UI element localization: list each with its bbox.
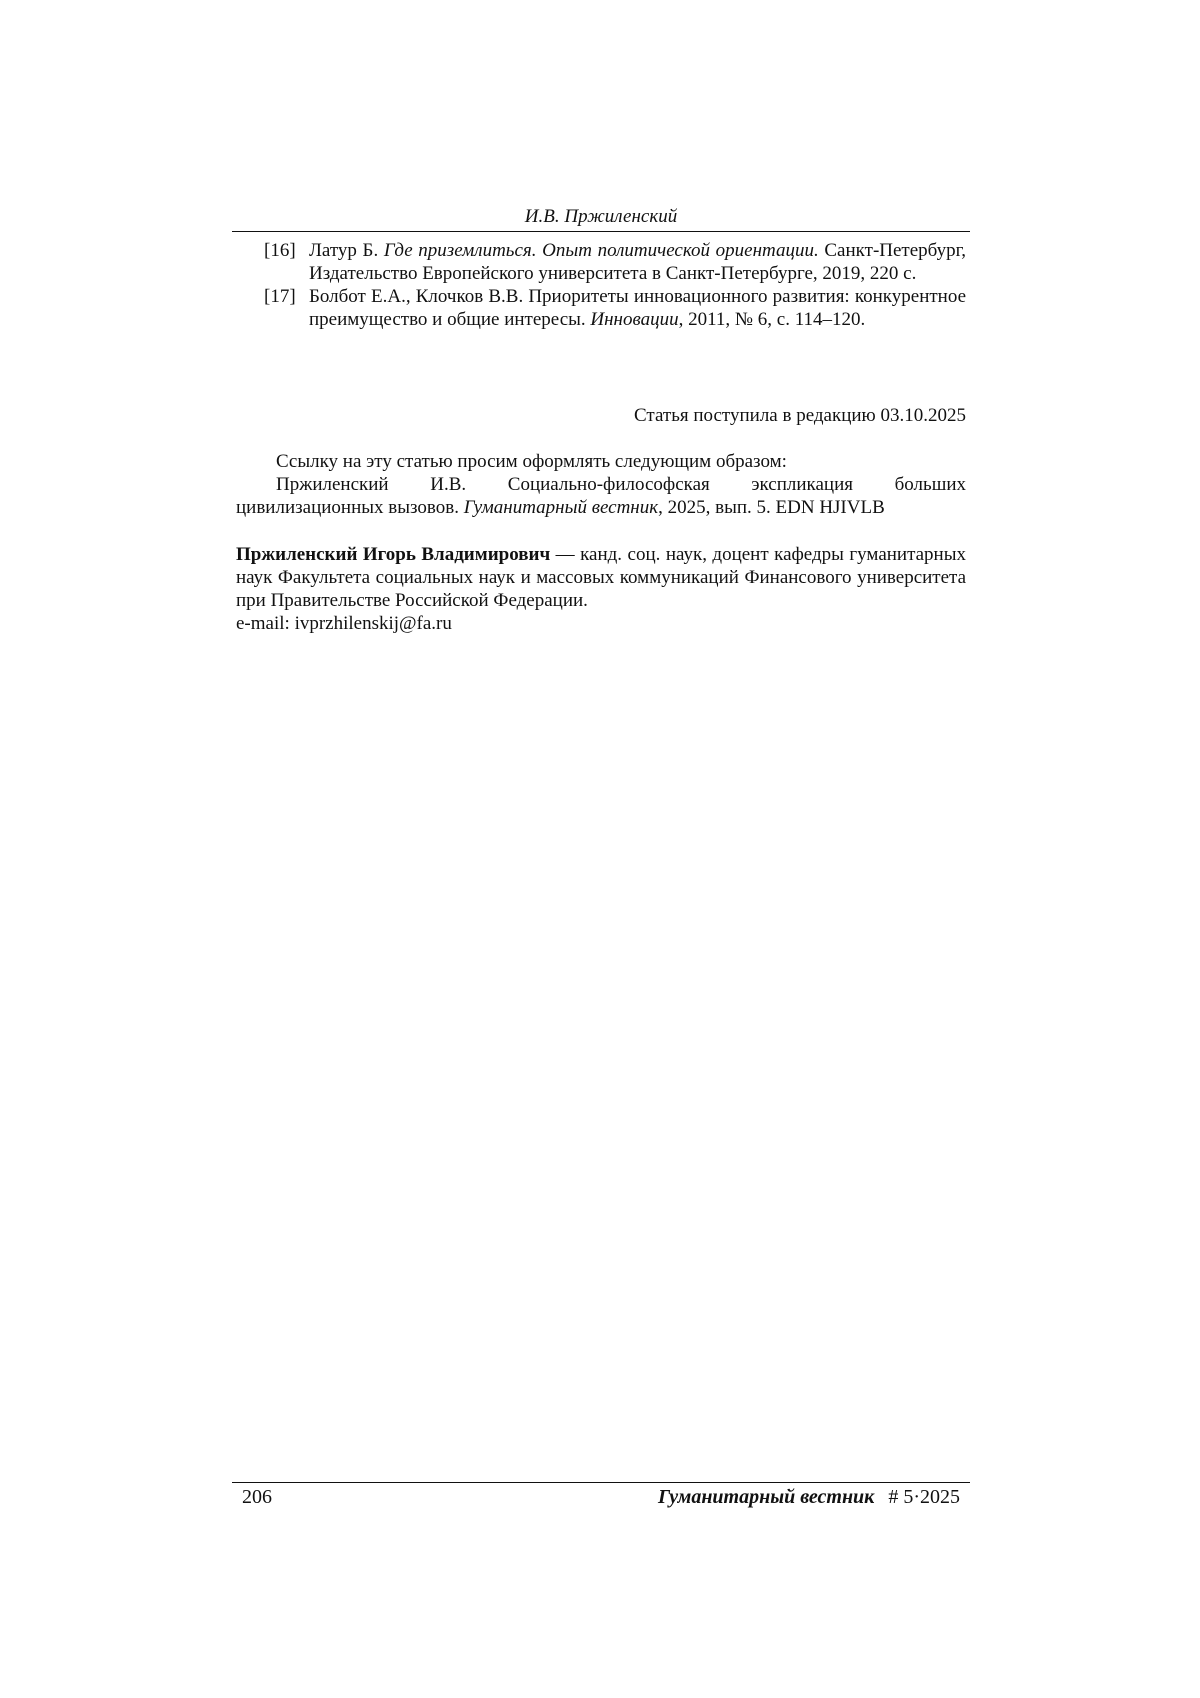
citation-block — [236, 450, 966, 519]
running-head: И.В. Пржиленский — [524, 206, 678, 227]
reference-authors: Болбот Е.А., Клочков В.В. Приоритеты инновационного развития: конкурентное преимущество и общие интересы. — [309, 286, 966, 330]
reference-title: Инновации — [590, 309, 679, 330]
citation-text-before: Пржиленский И.В. Социально-философская экспликация больших цивилизационных вызовов. — [236, 474, 966, 518]
reference-number: [17] — [264, 286, 296, 307]
author-description: — канд. соц. наук, доцент кафедры гуманитарных наук Факультета социальных наук и массовых коммуникаций Финансового университета при Правительстве Российской Федерации. — [236, 544, 966, 611]
author-info — [236, 543, 966, 635]
reference-title: Где приземлиться. Опыт политической ориентации. — [383, 240, 819, 261]
footer-rule — [232, 1482, 970, 1483]
reference-authors: Латур Б. — [309, 240, 384, 261]
reference-number: [16] — [264, 240, 296, 261]
reference-item — [236, 285, 966, 331]
reference-list — [236, 239, 966, 331]
citation-text-after: , 2025, вып. 5. EDN HJIVLB — [658, 497, 885, 518]
citation-intro: Ссылку на эту статью просим оформлять следующим образом: — [276, 451, 787, 472]
issue-number: # 5·2025 — [888, 1486, 960, 1508]
citation-text — [236, 473, 966, 519]
reference-details: , 2011, № 6, с. 114–120. — [678, 309, 866, 330]
footer-journal — [658, 1484, 960, 1510]
page-number: 206 — [242, 1486, 272, 1508]
author-name: Пржиленский Игорь Владимирович — [236, 544, 551, 565]
header-rule — [232, 231, 970, 232]
email-label: e-mail: — [236, 613, 295, 634]
citation-journal: Гуманитарный вестник — [463, 497, 659, 518]
received-date: Статья поступила в редакцию 03.10.2025 — [634, 405, 966, 426]
reference-details: Санкт-Петербург, Издательство Европейского университета в Санкт-Петербурге, 2019, 220 с. — [309, 240, 967, 284]
reference-item — [236, 239, 966, 285]
author-bio — [236, 543, 966, 612]
page-footer — [236, 1484, 966, 1512]
author-email-line — [236, 612, 966, 635]
journal-name: Гуманитарный вестник — [658, 1486, 875, 1508]
author-email: ivprzhilenskij@fa.ru — [294, 613, 452, 634]
